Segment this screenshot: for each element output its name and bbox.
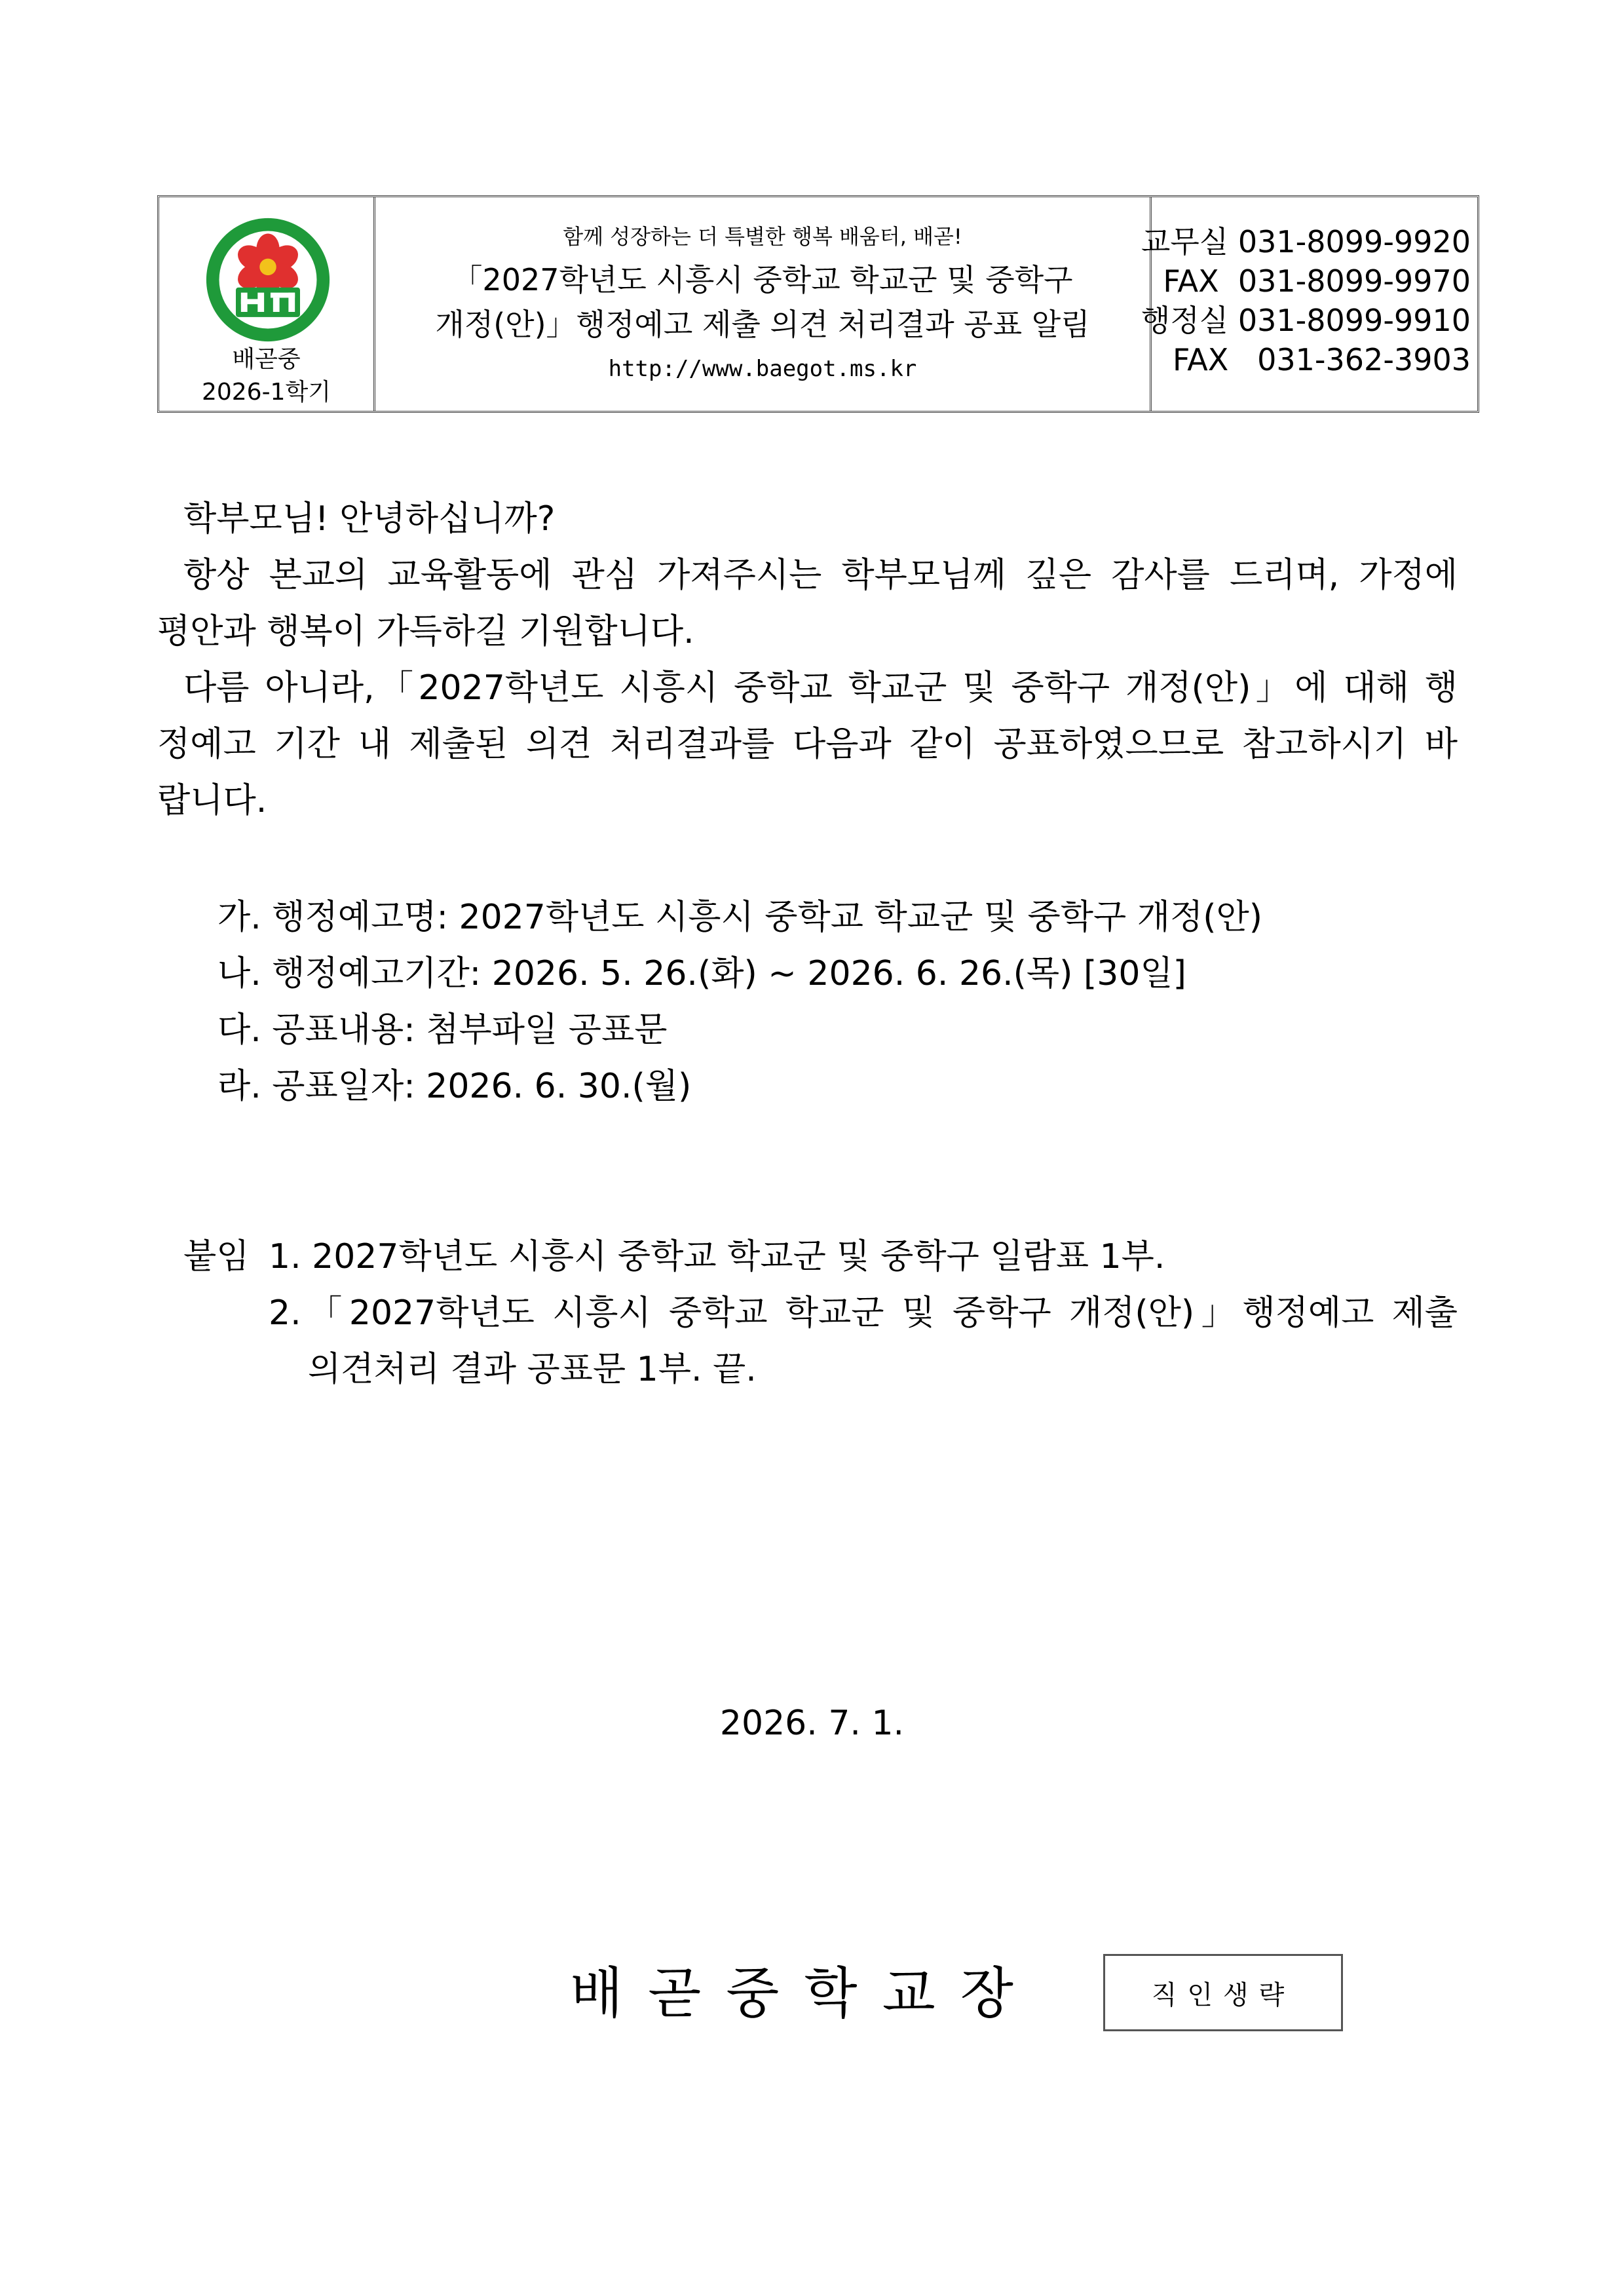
official-seal-omitted-box: 직인생략 (1103, 1954, 1343, 2031)
contact-label: FAX (1173, 342, 1229, 377)
list-item: 나. 행정예고기간: 2026. 5. 26.(화) ~ 2026. 6. 26.(목) [30일] (217, 954, 1186, 993)
list-item: 가. 행정예고명: 2027학년도 시흥시 중학교 학교군 및 중학구 개정(안) (217, 898, 1262, 937)
school-logo-icon (204, 216, 332, 344)
list-item: 라. 공표일자: 2026. 6. 30.(월) (217, 1067, 692, 1106)
paragraph-line: 랍니다. (157, 781, 267, 820)
notice-title-line2: 개정(안)」행정예고 제출 의견 처리결과 공표 알림 (435, 307, 1090, 342)
attachment-item-continued: 의견처리 결과 공표문 1부. 끝. (308, 1350, 757, 1389)
school-short-name: 배곧중 (232, 346, 301, 373)
contact-number: 031-362-3903 (1257, 342, 1471, 377)
contact-row (1141, 223, 1471, 260)
principal-signature-line: 배곧중학교장 (570, 1961, 1038, 2025)
contact-row (1163, 263, 1471, 299)
contact-number: 031-8099-9910 (1237, 303, 1471, 338)
contact-label: FAX (1163, 263, 1219, 299)
letterhead-table (157, 195, 1479, 413)
paragraph-line: 항상 본교의 교육활동에 관심 가져주시는 학부모님께 깊은 감사를 드리며, 가정에 (183, 556, 1458, 595)
contact-number: 031-8099-9970 (1237, 263, 1471, 299)
greeting: 학부모님! 안녕하십니까? (183, 499, 556, 539)
title-cell (375, 197, 1152, 411)
school-slogan: 함께 성장하는 더 특별한 행복 배움터, 배곧! (563, 224, 962, 249)
paragraph-line: 정예고 기간 내 제출된 의견 처리결과를 다음과 같이 공표하였으므로 참고하시기 바 (157, 725, 1458, 764)
list-item: 다. 공표내용: 첨부파일 공표문 (217, 1010, 668, 1050)
attachment-item: 1. 2027학년도 시흥시 중학교 학교군 및 중학구 일람표 1부. (269, 1237, 1165, 1276)
school-website-link[interactable]: http://www.baegot.ms.kr (608, 356, 917, 382)
paragraph-line: 평안과 행복이 가득하길 기원합니다. (157, 612, 694, 651)
contact-cell (1141, 197, 1477, 411)
paragraph-line: 다름 아니라,「2027학년도 시흥시 중학교 학교군 및 중학구 개정(안)」에 대해 행 (183, 668, 1458, 708)
logo-cell (159, 197, 375, 411)
contact-label: 교무실 (1141, 224, 1229, 259)
attachment-item: 2.「2027학년도 시흥시 중학교 학교군 및 중학구 개정(안)」행정예고 제출 (269, 1293, 1458, 1333)
notice-title-line1: 「2027학년도 시흥시 중학교 학교군 및 중학구 (452, 262, 1073, 297)
contact-row (1173, 341, 1471, 378)
semester-label: 2026-1학기 (201, 379, 331, 406)
issue-date: 2026. 7. 1. (719, 1704, 905, 1743)
contact-label: 행정실 (1141, 303, 1229, 338)
contact-row (1141, 302, 1471, 339)
attachment-label: 붙임 (183, 1237, 250, 1276)
contact-number: 031-8099-9920 (1237, 224, 1471, 259)
